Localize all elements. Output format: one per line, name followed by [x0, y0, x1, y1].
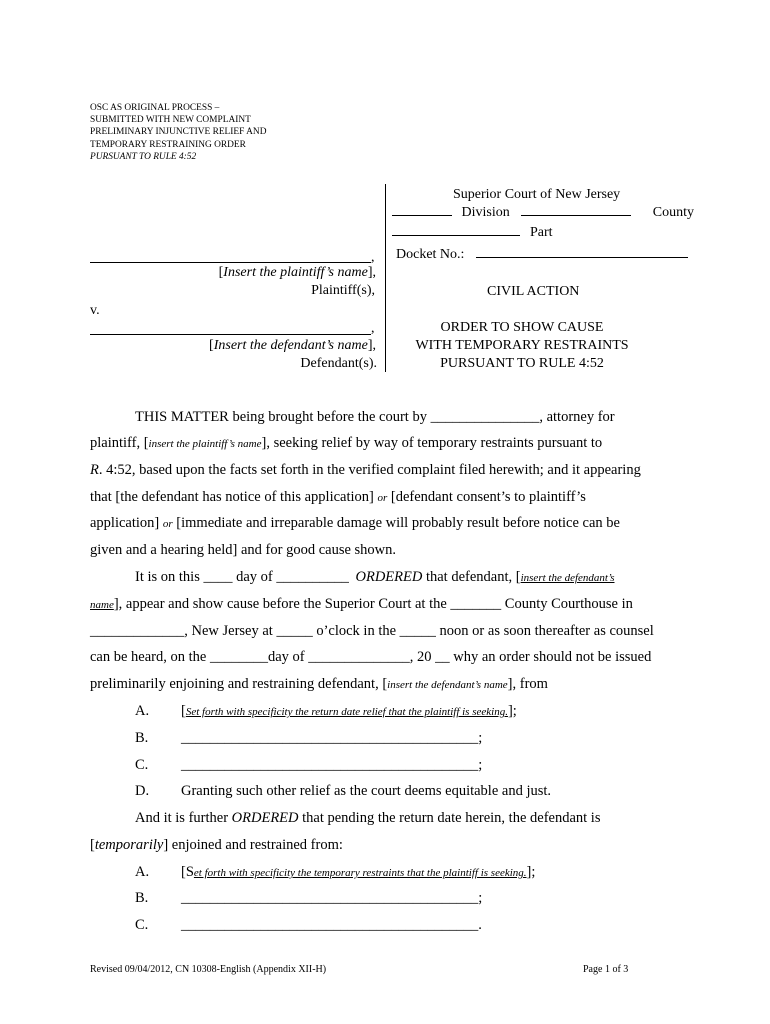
- list1-letter: D.: [135, 783, 150, 799]
- list2-item: _________________________________________.: [181, 917, 482, 933]
- list2-item: [181, 864, 535, 881]
- county-blank[interactable]: [521, 215, 631, 216]
- p2-line-2: [90, 596, 633, 613]
- division-blank[interactable]: [392, 215, 452, 216]
- header-line: PRELIMINARY INJUNCTIVE RELIEF AND: [90, 127, 267, 138]
- list2-letter: A.: [135, 864, 150, 880]
- order-title-line: WITH TEMPORARY RESTRAINTS: [415, 338, 629, 353]
- p1-line-5: [90, 515, 620, 532]
- text: And it is further: [135, 810, 229, 826]
- defendant-name-hint: insert the defendant’s name: [387, 679, 508, 691]
- text: [S: [181, 864, 194, 880]
- defendant-name-hint: name: [90, 599, 114, 611]
- text: ], from: [507, 676, 548, 692]
- text: ];: [507, 703, 517, 719]
- text: [: [90, 837, 95, 853]
- plaintiff-role: Plaintiff(s),: [311, 283, 375, 298]
- p2-line-1: [135, 569, 615, 586]
- p2-line-4: can be heard, on the ________day of ______________, 20 __ why an order should not be issued: [90, 649, 652, 665]
- header-rule-line: PURSUANT TO RULE 4:52: [90, 151, 197, 162]
- text: ] enjoined and restrained from:: [163, 837, 343, 853]
- relief-hint: Set forth with specificity the return date relief that the plaintiff is seeking.: [185, 706, 508, 718]
- comma: ,: [371, 250, 375, 265]
- division-line: [392, 205, 694, 221]
- text: ], seeking relief by way of temporary restraints pursuant to: [261, 435, 603, 451]
- list2-letter: C.: [135, 917, 149, 933]
- footer-revision: Revised 09/04/2012, CN 10308-English (Appendix XII-H): [90, 964, 327, 975]
- defendant-role: Defendant(s).: [300, 356, 377, 371]
- ordered-word: ORDERED: [355, 569, 423, 585]
- or-option: or: [377, 492, 388, 504]
- text: [: [181, 703, 186, 719]
- list2-letter: B.: [135, 890, 149, 906]
- form-header: [90, 102, 266, 163]
- comma: ,: [371, 321, 375, 336]
- p1-line-1: THIS MATTER being brought before the court by _______________, attorney for: [135, 409, 615, 425]
- plaintiff-name-hint: insert the plaintiff’s name: [148, 438, 262, 450]
- text: that [the defendant has notice of this application]: [90, 489, 374, 505]
- header-line: OSC AS ORIGINAL PROCESS –: [90, 103, 220, 113]
- footer-page-number: Page 1 of 3: [583, 964, 629, 975]
- civil-action: CIVIL ACTION: [487, 284, 580, 299]
- plaintiff-hint: [Insert the plaintiff’s name],: [218, 265, 376, 280]
- text: [immediate and irreparable damage will probably result before notice can be: [176, 515, 620, 531]
- list1-letter: C.: [135, 757, 149, 773]
- p1-line-3: [90, 462, 641, 479]
- temporarily-word: temporarily: [94, 837, 164, 853]
- order-title-line: ORDER TO SHOW CAUSE: [440, 320, 604, 335]
- defendant-hint: [Insert the defendant’s name],: [209, 338, 376, 353]
- text: that defendant, [: [425, 569, 521, 585]
- defendant-name-hint: insert the defendant’s: [520, 572, 615, 584]
- docket-line: [396, 247, 688, 263]
- text: preliminarily enjoining and restraining defendant, [: [90, 676, 388, 692]
- defendant-name-line[interactable]: [90, 334, 371, 335]
- court-name: Superior Court of New Jersey: [453, 187, 621, 202]
- p2-line-5: [90, 676, 548, 693]
- text: ], appear and show cause before the Superior Court at the _______ County Courthouse in: [113, 596, 633, 612]
- versus: v.: [90, 303, 100, 318]
- p1-line-2: [90, 435, 602, 452]
- p3-line-1: [135, 810, 600, 827]
- list1-letter: A.: [135, 703, 150, 719]
- list1-item: [181, 703, 517, 720]
- part-label: Part: [530, 225, 553, 240]
- docket-label: Docket No.:: [396, 247, 465, 262]
- p1-line-6: given and a hearing held] and for good cause shown.: [90, 542, 397, 558]
- part-line: [392, 225, 520, 241]
- text: application]: [90, 515, 160, 531]
- text: . 4:52, based upon the facts set forth in the verified complaint filed herewith; and it appearing: [98, 462, 641, 478]
- header-line: SUBMITTED WITH NEW COMPLAINT: [90, 115, 251, 126]
- plaintiff-hint-text: Insert the plaintiff’s name: [223, 265, 368, 280]
- p1-line-4: [90, 489, 586, 506]
- p3-line-2: [90, 837, 343, 854]
- p2-line-3: _____________, New Jersey at _____ o’clock in the _____ noon or as soon thereafter as counsel: [90, 623, 654, 639]
- list1-item: _________________________________________;: [181, 757, 483, 773]
- list2-item: _________________________________________;: [181, 890, 483, 906]
- restraints-hint: et forth with specificity the temporary restraints that the plaintiff is seeking.: [193, 867, 527, 879]
- header-line: TEMPORARY RESTRAINING ORDER: [90, 139, 246, 150]
- ordered-word: ORDERED: [231, 810, 299, 826]
- rule-r: R: [90, 462, 99, 478]
- text: that pending the return date herein, the defendant is: [302, 810, 601, 826]
- text: ];: [526, 864, 536, 880]
- or-option: or: [162, 518, 173, 530]
- list1-letter: B.: [135, 730, 149, 746]
- caption-divider: [385, 184, 386, 372]
- list1-item: _________________________________________;: [181, 730, 483, 746]
- division-label: Division: [461, 205, 510, 220]
- list1-item: Granting such other relief as the court deems equitable and just.: [181, 783, 552, 799]
- text: It is on this ____ day of __________: [135, 569, 349, 585]
- plaintiff-name-line[interactable]: [90, 262, 371, 263]
- docket-blank[interactable]: [476, 257, 688, 258]
- text: plaintiff, [: [90, 435, 149, 451]
- text: [defendant consent’s to plaintiff’s: [390, 489, 586, 505]
- part-blank[interactable]: [392, 235, 520, 236]
- county-label: County: [652, 205, 694, 220]
- order-title: [396, 319, 648, 373]
- order-title-line: PURSUANT TO RULE 4:52: [440, 356, 604, 371]
- defendant-hint-text: Insert the defendant’s name: [213, 338, 368, 353]
